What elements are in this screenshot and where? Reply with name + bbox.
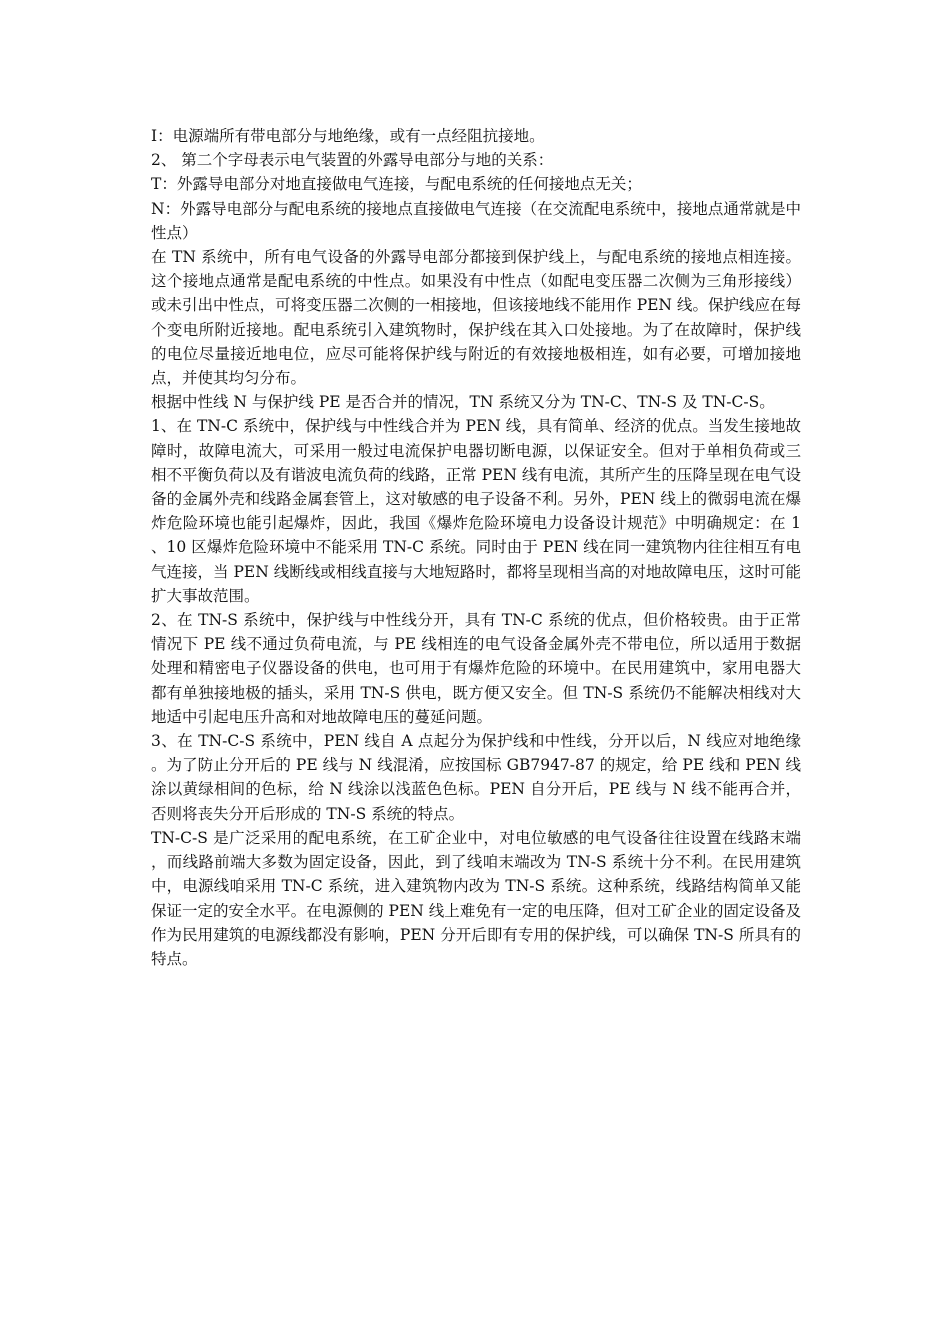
paragraph-t-definition: T：外露导电部分对地直接做电气连接，与配电系统的任何接地点无关； <box>151 175 642 194</box>
paragraph-tn-classification: 根据中性线 N 与保护线 PE 是否合并的情况，TN 系统又分为 TN-C、TN-S 及 TN-C-S。 <box>151 393 775 412</box>
document-page <box>151 124 801 971</box>
paragraph-tn-c-s-usage: TN-C-S 是广泛采用的配电系统，在工矿企业中，对电位敏感的电气设备往往设置在线路末端，而线路前端大多数为固定设备，因此，到了线咱末端改为 TN-S 系统十分不利。在民用建筑中，电源线咱采用 TN-C 系统，进入建筑物内改为 TN-S 系统。这种系统，线路结构简单又能保证一定的安全水平。在电源侧的 PEN 线上难免有一定的电压降，但对工矿企业的固定设备及作为民用建筑的电源线都没有影响，PEN 分开后即有专用的保护线，可以确保 TN-S 所具有的特点。 <box>151 828 801 968</box>
paragraph-tn-c-s: 3、在 TN-C-S 系统中，PEN 线自 A 点起分为保护线和中性线，分开以后，N 线应对地绝缘。为了防止分开后的 PE 线与 N 线混淆，应按国标 GB7947-87 的规定，给 PE 线和 PEN 线涂以黄绿相间的色标，给 N 线涂以浅蓝色色标。PEN 自分开后，PE 线与 N 线不能再合并，否则将丧失分开后形成的 TN-S 系统的特点。 <box>151 732 801 823</box>
paragraph-n-definition: N：外露导电部分与配电系统的接地点直接做电气连接（在交流配电系统中，接地点通常就是中性点） <box>151 199 801 242</box>
paragraph-tn-system: 在 TN 系统中，所有电气设备的外露导电部分都接到保护线上，与配电系统的接地点相连接。这个接地点通常是配电系统的中性点。如果没有中性点（如配电变压器二次侧为三角形接线）或未引出中性点，可将变压器二次侧的一相接地，但该接地线不能用作 PEN 线。保护线应在每个变电所附近接地。配电系统引入建筑物时，保护线在其入口处接地。为了在故障时，保护线的电位尽量接近地电位，应尽可能将保护线与附近的有效接地极相连，如有必要，可增加接地点，并使其均匀分布。 <box>151 248 801 388</box>
paragraph-second-letter-heading: 2、 第二个字母表示电气装置的外露导电部分与地的关系： <box>151 151 554 170</box>
paragraph-i-definition: I：电源端所有带电部分与地绝缘，或有一点经阻抗接地。 <box>151 127 545 145</box>
paragraph-tn-c: 1、在 TN-C 系统中，保护线与中性线合并为 PEN 线，具有简单、经济的优点。当发生接地故障时，故障电流大，可采用一般过电流保护电器切断电源，以保证安全。但对于单相负荷或三相不平衡负荷以及有谐波电流负荷的线路，正常 PEN 线有电流，其所产生的压降呈现在电气设备的金属外壳和线路金属套管上，这对敏感的电子设备不利。另外，PEN 线上的微弱电流在爆炸危险环境也能引起爆炸，因此，我国《爆炸危险环境电力设备设计规范》中明确规定：在 1、10 区爆炸危险环境中不能采用 TN-C 系统。同时由于 PEN 线在同一建筑物内往往相互有电气连接，当 PEN 线断线或相线直接与大地短路时，都将呈现相当高的对地故障电压，这时可能扩大事故范围。 <box>151 417 801 605</box>
paragraph-tn-s: 2、在 TN-S 系统中，保护线与中性线分开，具有 TN-C 系统的优点，但价格较贵。由于正常情况下 PE 线不通过负荷电流，与 PE 线相连的电气设备金属外壳不带电位，所以适用于数据处理和精密电子仪器设备的供电，也可用于有爆炸危险的环境中。在民用建筑中，家用电器大都有单独接地极的插头，采用 TN-S 供电，既方便又安全。但 TN-S 系统仍不能解决相线对大地适中引起电压升高和对地故障电压的蔓延问题。 <box>151 611 801 726</box>
